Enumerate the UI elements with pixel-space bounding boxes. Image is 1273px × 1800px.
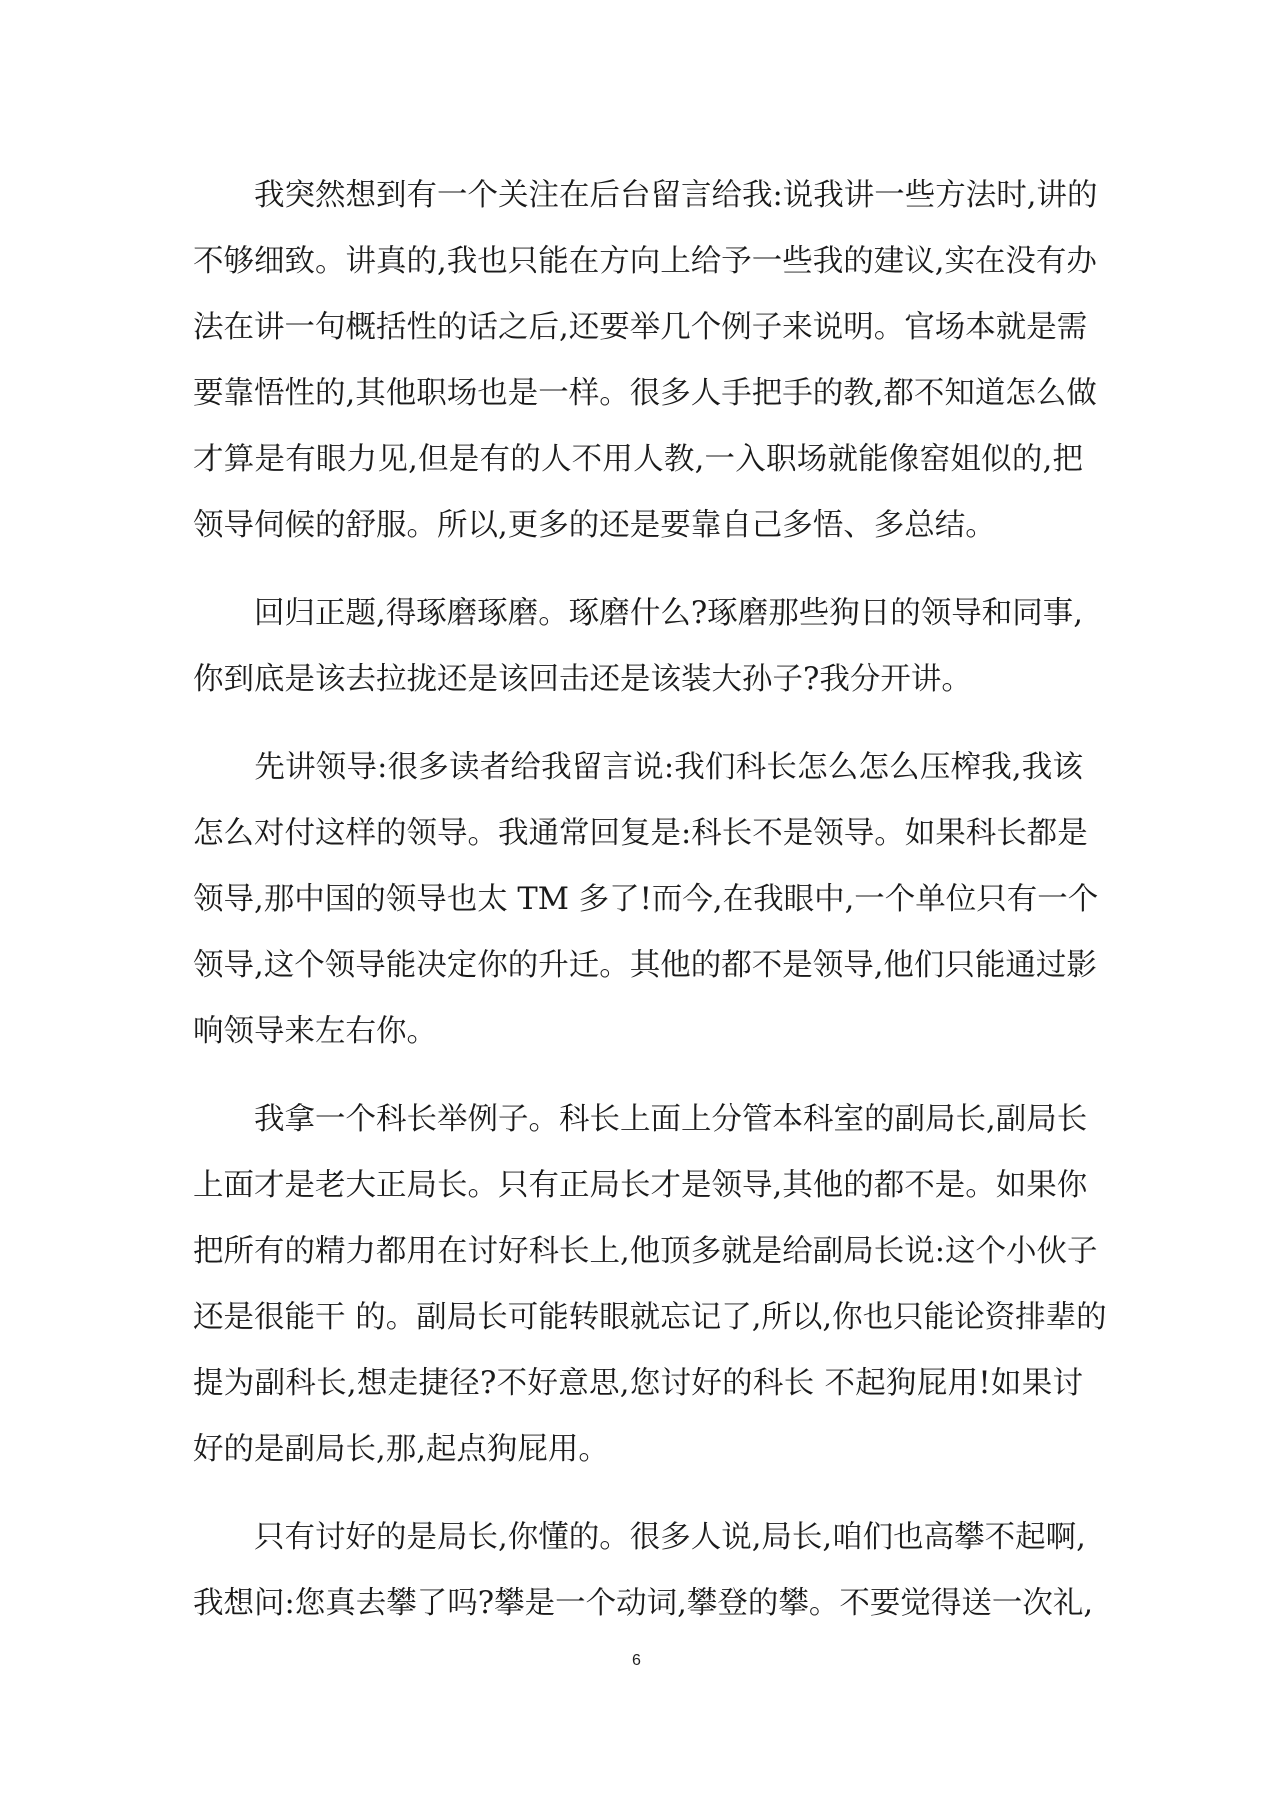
paragraph-gap <box>193 1065 1083 1087</box>
paragraph-gap <box>193 559 1083 581</box>
text-line: 我拿一个科长举例子。科长上面上分管本科室的副局长,副局长 <box>193 1102 1088 1137</box>
text-line: 不够细致。讲真的,我也只能在方向上给予一些我的建议,实在没有办 <box>193 244 1097 279</box>
text-line: 我想问:您真去攀了吗?攀是一个动词,攀登的攀。不要觉得送一次礼, <box>193 1586 1094 1621</box>
paragraph-gap <box>193 1483 1083 1505</box>
text-line: 我突然想到有一个关注在后台留言给我:说我讲一些方法时,讲的 <box>193 178 1098 213</box>
text-line: 怎么对付这样的领导。我通常回复是:科长不是领导。如果科长都是 <box>193 816 1088 851</box>
text-line: 法在讲一句概括性的话之后,还要举几个例子来说明。官场本就是需 <box>193 310 1088 345</box>
text-line: 还是很能干 的。副局长可能转眼就忘记了,所以,你也只能论资排辈的 <box>193 1300 1107 1335</box>
text-line: 回归正题,得琢磨琢磨。琢磨什么?琢磨那些狗日的领导和同事, <box>193 596 1083 631</box>
text-line: 领导,那中国的领导也太 TM 多了!而今,在我眼中,一个单位只有一个 <box>193 882 1099 917</box>
text-line: 上面才是老大正局长。只有正局长才是领导,其他的都不是。如果你 <box>193 1168 1088 1203</box>
paragraph-1 <box>193 163 1098 559</box>
text-line: 领导,这个领导能决定你的升迁。其他的都不是领导,他们只能通过影 <box>193 948 1097 983</box>
paragraph-5 <box>193 1505 1094 1637</box>
text-line: 把所有的精力都用在讨好科长上,他顶多就是给副局长说:这个小伙子 <box>193 1234 1098 1269</box>
text-line: 响领导来左右你。 <box>193 1014 437 1049</box>
text-line: 先讲领导:很多读者给我留言说:我们科长怎么怎么压榨我,我该 <box>193 750 1083 785</box>
text-line: 好的是副局长,那,起点狗屁用。 <box>193 1432 609 1467</box>
text-line: 要靠悟性的,其他职场也是一样。很多人手把手的教,都不知道怎么做 <box>193 376 1097 411</box>
paragraph-gap <box>193 713 1083 735</box>
text-line: 你到底是该去拉拢还是该回击还是该装大孙子?我分开讲。 <box>193 662 972 697</box>
text-line: 提为副科长,想走捷径?不好意思,您讨好的科长 不起狗屁用!如果讨 <box>193 1366 1083 1401</box>
body-text <box>193 163 1107 1637</box>
text-line: 只有讨好的是局长,你懂的。很多人说,局长,咱们也高攀不起啊, <box>193 1520 1086 1555</box>
paragraph-2 <box>193 581 1083 713</box>
text-line: 领导伺候的舒服。所以,更多的还是要靠自己多悟、多总结。 <box>193 508 996 543</box>
text-line: 才算是有眼力见,但是有的人不用人教,一入职场就能像窑姐似的,把 <box>193 442 1083 477</box>
paragraph-4 <box>193 1087 1107 1483</box>
paragraph-3 <box>193 735 1099 1065</box>
page-number: 6 <box>632 1652 641 1669</box>
